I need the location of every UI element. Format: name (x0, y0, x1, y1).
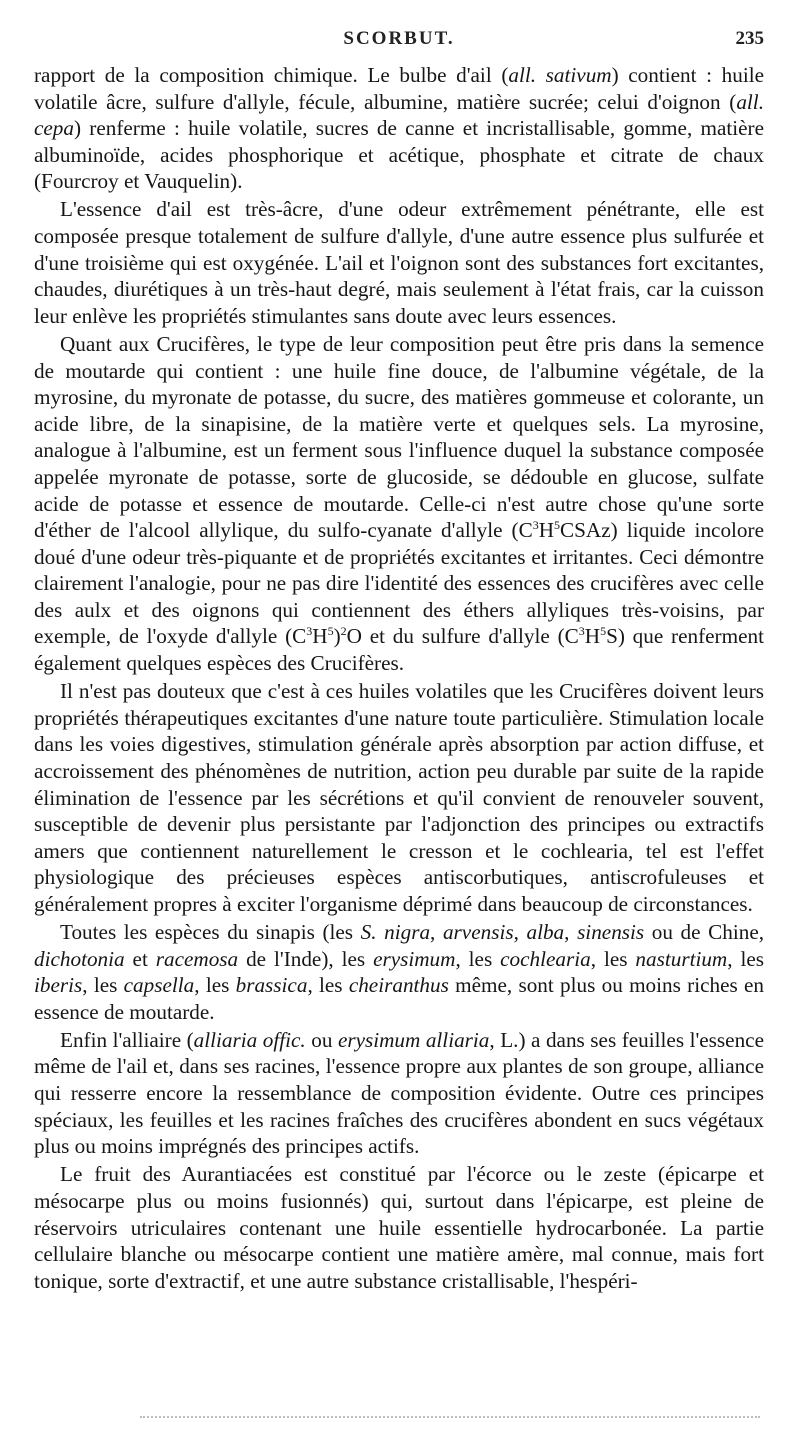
text-run: ) contient : huile volatile âcre, sulfure d'allyle, fécule, albumine, matière sucrée; celui d'oignon ( (34, 63, 765, 114)
italic-term: cheiranthus (348, 973, 449, 998)
text-run: H (312, 624, 328, 649)
text-run: S) que renferment également quelques espèces des Crucifères. (34, 624, 764, 676)
text-run: de l'Inde), les (238, 946, 374, 971)
body-text (34, 62, 764, 1296)
text-run: ) renferme : huile volatile, sucres de canne et incristallisable, gomme, matière albuminoïde, acides phosphorique et acétique, phosphate et citrate de chaux (Fourcroy et Vauquelin). (34, 116, 764, 194)
text-run: Il n'est pas douteux que c'est à ces huiles volatiles que les Crucifères doivent leurs propriétés thérapeutiques excitantes d'une nature toute particulière. Stimulation locale dans les voies digestives, stimulation générale après absorption par action diffuse, et accroissement des phénomènes de nutrition, action peu durable par suite de la rapide élimination de l'essence par les sécrétions et qu'il convient de renouveler souvent, susceptible de devenir plus persistante par l'adjonction des principes ou extractifs amers que contiennent naturellement le cresson et le cochlearia, tel est l'effet physiologique des précieuses espèces antiscorbutiques, antiscrofuleuses et généralement propres à exciter l'organisme déprimé dans beaucoup de circonstances. (34, 679, 764, 916)
text-run: rapport de la composition chimique. Le bulbe d'ail ( (34, 63, 509, 87)
text-run: , les (194, 973, 236, 998)
text-run: , L.) a dans ses feuilles l'essence même de l'ail et, dans ses racines, l'essence propre aux plantes de son groupe, alliance qui resserre encore la ressemblance de composition évidente. Outre ces principes spéciaux, les feuilles et les racines fraîches des crucifères abondent en sucs végétaux plus ou moins imprégnés des principes actifs. (34, 1027, 764, 1159)
running-head: SCORBUT. (343, 28, 455, 49)
text-run: même, sont plus ou moins riches en essence de moutarde. (34, 973, 764, 1024)
superscript: 5 (327, 624, 334, 639)
paragraph (34, 1161, 764, 1294)
text-run: Toutes les espèces du sinapis (les (60, 920, 361, 944)
text-run: , (564, 920, 578, 944)
italic-term: cochlearia (500, 946, 591, 971)
italic-term: alliaria offic. (193, 1027, 306, 1052)
superscript: 3 (578, 624, 585, 639)
italic-term: sinensis (577, 920, 645, 944)
superscript: 5 (554, 518, 561, 533)
italic-term: nasturtium (635, 946, 728, 971)
italic-term: erysimum alliaria (337, 1027, 490, 1052)
text-run: Quant aux Crucifères, le type de leur composition peut être pris dans la semence de moutarde qui contient : une huile fine douce, de l'albumine végétale, de la myrosine, du myronate de potasse, du sucre, des matières gommeuse et colorante, un acide libre, de la sinapisine, de la matière verte et quelques sels. La myrosine, analogue à l'albumine, est un ferment sous l'influence duquel la substance composée appelée myronate de potasse, sorte de glucoside, se dédouble en glucose, sulfate acide de potasse et essence de moutarde. Celle-ci n'est autre chose qu'une sorte d'éther de l'alcool allylique, du sulfo-cyanate d'allyle (C (34, 331, 764, 543)
italic-term: S. nigra (360, 920, 431, 944)
text-run: O et du sulfure d'allyle (C (346, 624, 579, 649)
italic-term: arvensis (442, 920, 514, 944)
paragraph (34, 919, 764, 1025)
paragraph (34, 1027, 764, 1160)
page-header (34, 28, 764, 58)
text-run: et (124, 946, 156, 971)
italic-term: brassica (235, 973, 308, 998)
paragraph (34, 196, 764, 329)
text-run: Le fruit des Aurantiacées est constitué par l'écorce ou le zeste (épicarpe et mésocarpe plus ou moins fusionnés) qui, surtout dans l'épicarpe, est pleine de réservoirs utriculaires contenant une huile essentielle hydrocarbonée. La partie cellulaire blanche ou mésocarpe contient une matière amère, mal connue, mais fort tonique, sorte d'extractif, et une autre substance cristallisable, l'hespéri- (34, 1162, 764, 1293)
page-number: 235 (735, 28, 764, 49)
text-run: H (538, 518, 555, 543)
italic-term: alba (526, 920, 565, 944)
italic-term: all. cepa (34, 89, 764, 141)
italic-term: dichotonia (34, 946, 125, 971)
text-run: ou (305, 1027, 338, 1052)
paragraph (34, 678, 764, 917)
text-run: , les (727, 946, 764, 971)
text-run: Enfin l'alliaire ( (60, 1027, 194, 1052)
text-run: H (584, 624, 601, 649)
text-run: , les (82, 973, 124, 998)
text-run: , les (455, 946, 501, 971)
text-run: ou de Chine, (644, 920, 765, 944)
paragraph (34, 62, 764, 195)
italic-term: capsella (123, 973, 195, 998)
text-run: , (513, 920, 527, 944)
italic-term: iberis (34, 973, 83, 998)
italic-term: racemosa (155, 946, 239, 971)
text-run: L'essence d'ail est très-âcre, d'une odeur extrêmement pénétrante, elle est composée presque totalement de sulfure d'allyle, d'une autre essence plus sulfurée et d'une troisième qui est oxygénée. L'ail et l'oignon sont des substances fort excitantes, chaudes, diurétiques à un très-haut degré, mais seulement à l'état frais, car la cuisson leur enlève les propriétés stimulantes sans doute avec leurs essences. (34, 197, 764, 328)
bottom-rule (140, 1416, 760, 1422)
paragraph (34, 331, 764, 677)
text-run: , (430, 920, 443, 944)
italic-term: all. sativum (508, 63, 612, 87)
superscript: 5 (600, 624, 607, 639)
text-run: , les (590, 946, 636, 971)
superscript: 3 (532, 518, 539, 533)
italic-term: erysimum (373, 946, 456, 971)
superscript: 3 (306, 624, 313, 639)
text-run: ) (333, 624, 341, 649)
text-run: CSAz) liquide incolore doué d'une odeur très-piquante et de propriétés excitantes et irritantes. Ceci démontre clairement l'analogie, pour ne pas dire l'identité des essences des crucifères avec celle des aulx et des oignons qui contiennent des éthers allyliques très-voisins, par exemple, de l'oxyde d'allyle (C (34, 518, 764, 649)
superscript: 2 (340, 624, 347, 639)
text-run: , les (307, 973, 349, 998)
